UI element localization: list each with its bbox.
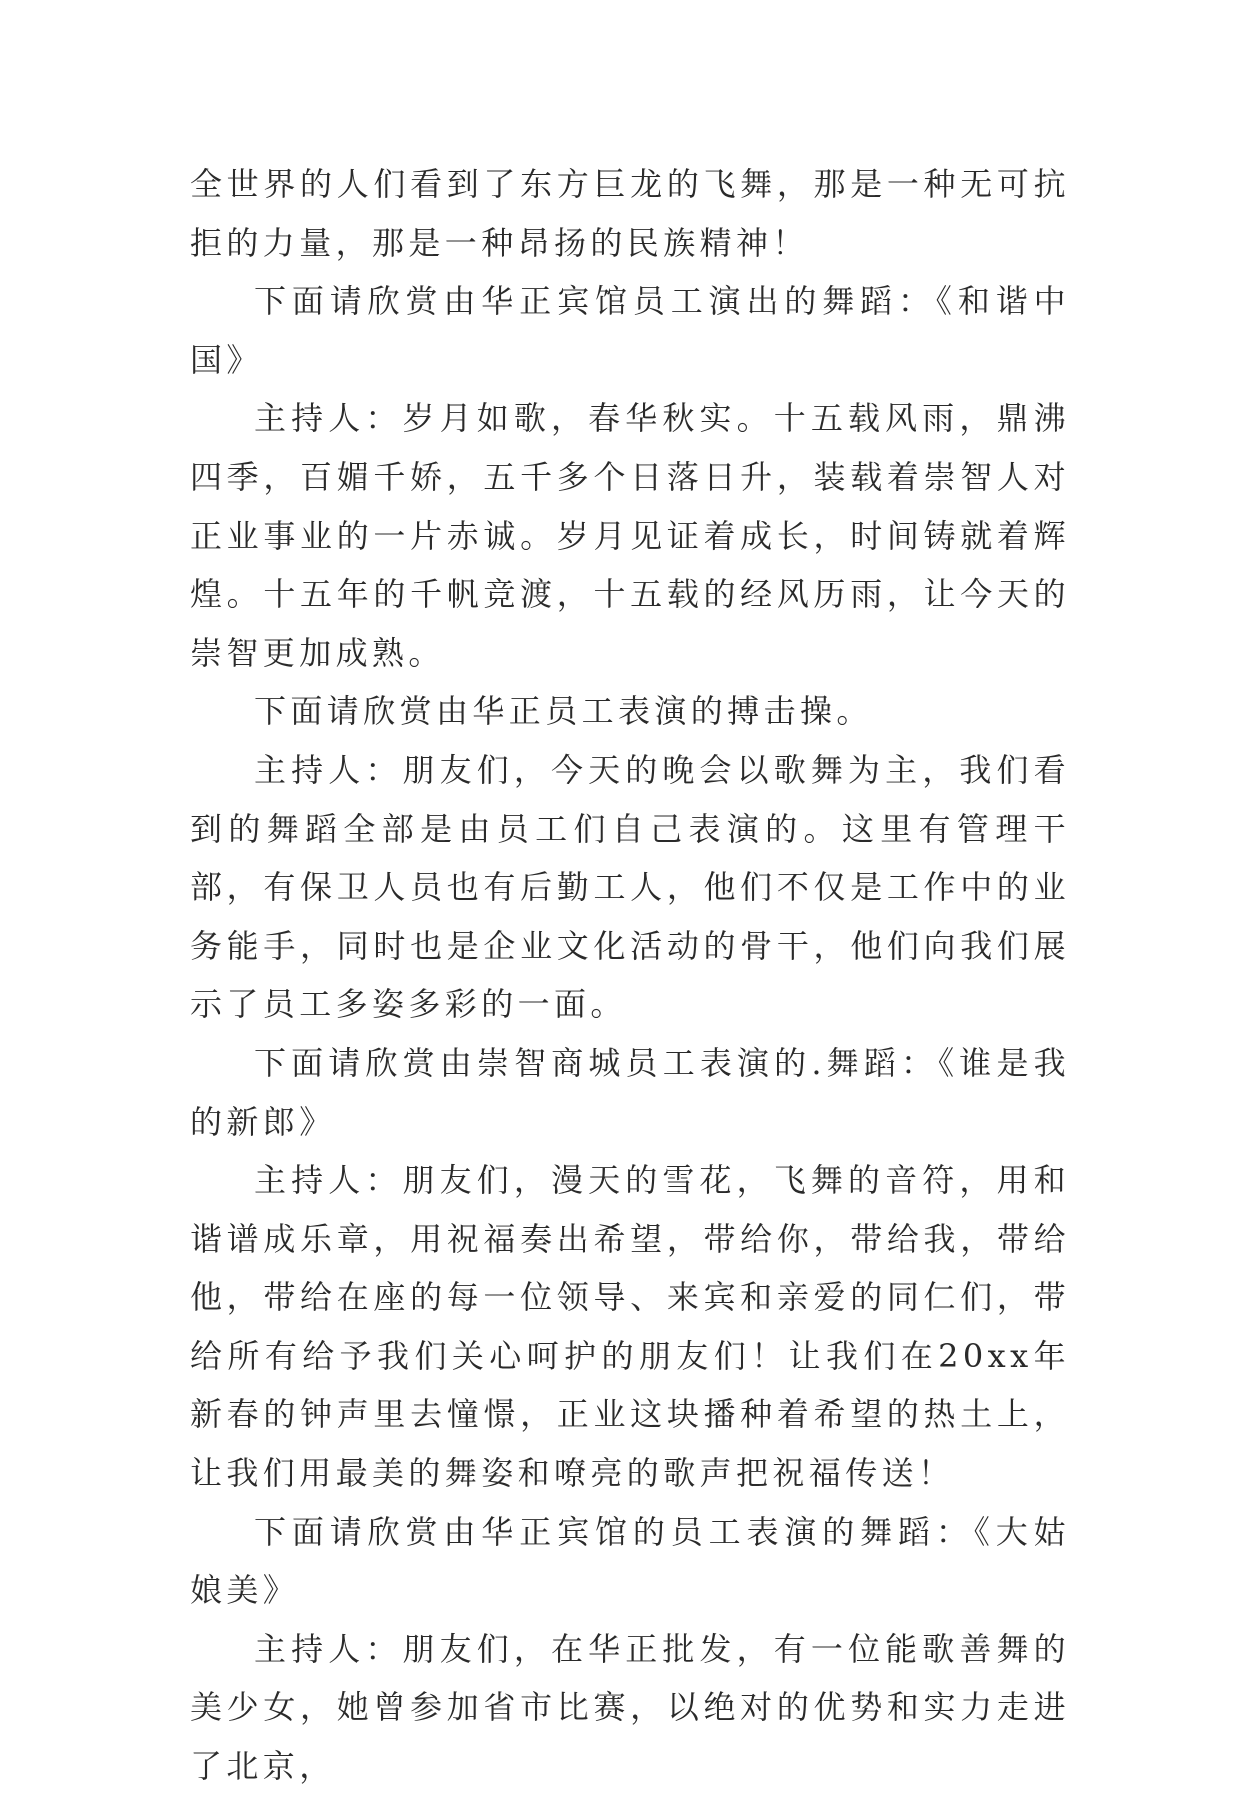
paragraph-8: 下面请欣赏由华正宾馆的员工表演的舞蹈：《大姑娘美》 (190, 1512, 1070, 1610)
paragraph-5: 主持人：朋友们，今天的晚会以歌舞为主，我们看到的舞蹈全部是由员工们自己表演的。这里有管理干部，有保卫人员也有后勤工人，他们不仅是工作中的业务能手，同时也是企业文化活动的骨干，他们向我们展示了员工多姿多彩的一面。 (190, 750, 1070, 1024)
paragraph-9: 主持人：朋友们，在华正批发，有一位能歌善舞的美少女，她曾参加省市比赛，以绝对的优势和实力走进了北京， (190, 1629, 1070, 1786)
paragraph-6: 下面请欣赏由崇智商城员工表演的.舞蹈：《谁是我的新郎》 (190, 1043, 1070, 1141)
paragraph-2: 下面请欣赏由华正宾馆员工演出的舞蹈：《和谐中国》 (190, 282, 1070, 379)
paragraph-4: 下面请欣赏由华正员工表演的搏击操。 (254, 692, 873, 731)
paragraph-1: 全世界的人们看到了东方巨龙的飞舞，那是一种无可抗拒的力量，那是一种昂扬的民族精神！ (190, 165, 1070, 262)
paragraph-3: 主持人：岁月如歌，春华秋实。十五载风雨，鼎沸四季，百媚千娇，五千多个日落日升，装载着崇智人对正业事业的一片赤诚。岁月见证着成长，时间铸就着辉煌。十五年的千帆竞渡，十五载的经风历雨，让今天的崇智更加成熟。 (190, 399, 1070, 672)
document-body (190, 155, 1070, 1796)
paragraph-7: 主持人：朋友们，漫天的雪花，飞舞的音符，用和谐谱成乐章，用祝福奏出希望，带给你，带给我，带给他，带给在座的每一位领导、来宾和亲爱的同仁们，带给所有给予我们关心呵护的朋友们！让我们在20xx年新春的钟声里去憧憬，正业这块播种着希望的热土上，让我们用最美的舞姿和嘹亮的歌声把祝福传送！ (190, 1161, 1070, 1493)
